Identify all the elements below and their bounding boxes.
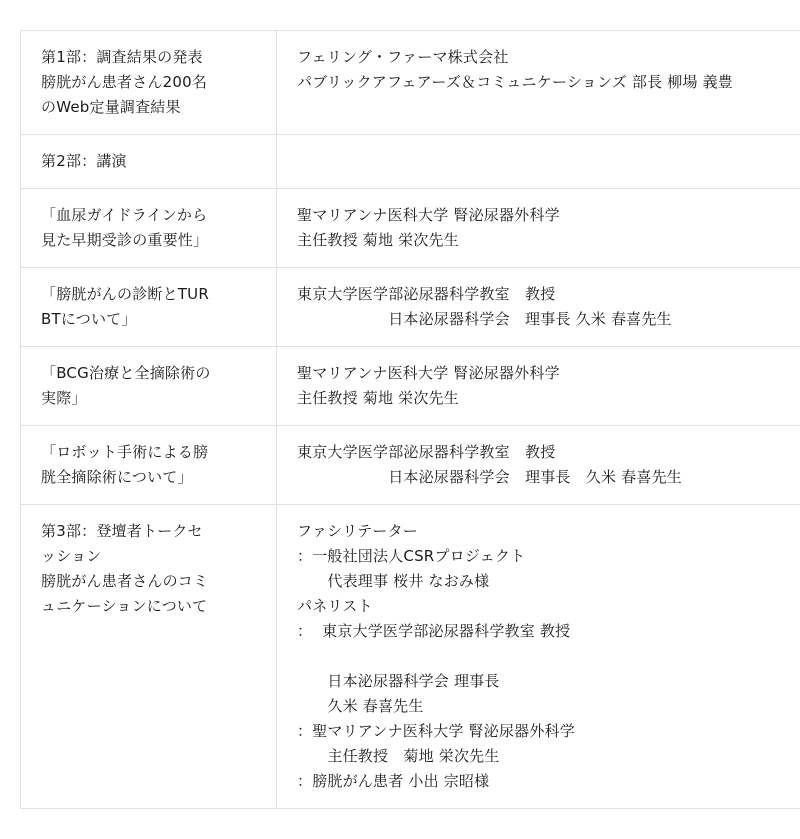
session-title-line: 「血尿ガイドラインから: [41, 206, 208, 224]
session-title-line: 第1部：調査結果の発表: [41, 48, 203, 66]
session-title-line: 見た早期受診の重要性」: [41, 231, 209, 249]
speaker-cell: [277, 268, 800, 347]
session-title-line: 第3部：登壇者トークセ: [41, 522, 203, 540]
table-row: [21, 268, 800, 347]
speaker-line: 東京大学医学部泌尿器科学教室 教授: [297, 285, 556, 303]
table-row: [21, 505, 800, 809]
program-table: [20, 30, 800, 809]
session-title-line: のWeb定量調査結果: [41, 98, 181, 116]
table-row: [21, 189, 800, 268]
speaker-line: 聖マリアンナ医科大学 腎泌尿器外科学: [297, 206, 560, 224]
speaker-line: ：膀胱がん患者 小出 宗昭様: [297, 772, 490, 790]
speaker-line: 主任教授 菊地 栄次先生: [297, 389, 459, 407]
speaker-line: 日本泌尿器科学会 理事長: [297, 672, 500, 690]
speaker-line: 聖マリアンナ医科大学 腎泌尿器外科学: [297, 364, 560, 382]
table-row: [21, 135, 800, 189]
session-title-cell: [21, 268, 277, 347]
table-row: [21, 426, 800, 505]
speaker-cell: [277, 505, 800, 809]
panelist-heading: パネリスト: [297, 597, 373, 615]
speaker-line: パブリックアフェアーズ＆コミュニケーションズ 部長 柳場 義豊: [297, 73, 734, 91]
table-row: [21, 31, 800, 135]
speaker-line: ：一般社団法人CSRプロジェクト: [297, 547, 526, 565]
speaker-cell: [277, 347, 800, 426]
speaker-line: 東京大学医学部泌尿器科学教室 教授: [297, 443, 556, 461]
speaker-line: ： 東京大学医学部泌尿器科学教室 教授: [297, 622, 571, 640]
speaker-line: 代表理事 桜井 なおみ様: [297, 572, 490, 590]
session-title-cell: [21, 189, 277, 268]
speaker-line: 久米 春喜先生: [297, 697, 424, 715]
session-title-line: 膀胱がん患者さんのコミ: [41, 572, 209, 590]
speaker-line: ：聖マリアンナ医科大学 腎泌尿器外科学: [297, 722, 575, 740]
session-title-line: 「BCG治療と全摘除術の: [41, 364, 211, 382]
speaker-line: 主任教授 菊地 栄次先生: [297, 231, 459, 249]
speaker-line: フェリング・ファーマ株式会社: [297, 48, 509, 66]
speaker-cell: [277, 31, 800, 135]
table-row: [21, 347, 800, 426]
session-title-line: ュニケーションについて: [41, 597, 208, 615]
session-title-line: 「ロボット手術による膀: [41, 443, 209, 461]
speaker-line: 日本泌尿器科学会 理事長 久米 春喜先生: [297, 468, 682, 486]
session-title-cell: [21, 505, 277, 809]
session-title-line: BTについて」: [41, 310, 137, 328]
speaker-line: 主任教授 菊地 栄次先生: [297, 747, 500, 765]
blank-line: [297, 644, 795, 669]
session-title-cell: [21, 31, 277, 135]
session-title-line: 第2部：講演: [41, 152, 127, 170]
session-title-cell: [21, 347, 277, 426]
speaker-cell: [277, 426, 800, 505]
speaker-cell: [277, 135, 800, 189]
session-title-cell: [21, 135, 277, 189]
session-title-line: 膀胱がん患者さん200名: [41, 73, 208, 91]
speaker-line: 日本泌尿器科学会 理事長 久米 春喜先生: [297, 310, 672, 328]
session-title-line: 「膀胱がんの診断とTUR: [41, 285, 209, 303]
session-title-line: ッション: [41, 547, 102, 565]
session-title-cell: [21, 426, 277, 505]
facilitator-heading: ファシリテーター: [297, 522, 419, 540]
session-title-line: 胱全摘除術について」: [41, 468, 193, 486]
session-title-line: 実際」: [41, 389, 87, 407]
speaker-cell: [277, 189, 800, 268]
